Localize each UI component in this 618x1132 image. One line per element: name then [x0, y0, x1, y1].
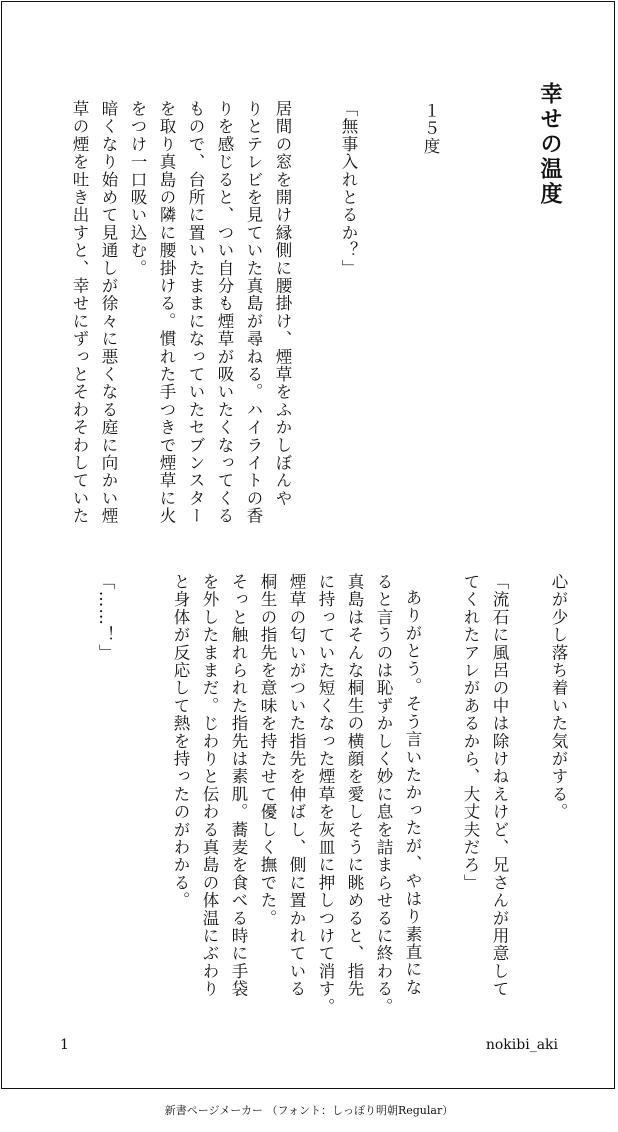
story-title: 幸せの温度 — [537, 82, 563, 207]
text-column: を取り真島の隣に腰掛ける。慣れた手つきで煙草に火 — [157, 100, 176, 525]
text-column: 「……！」 — [96, 573, 115, 662]
text-column: を外したままだ。じわりと伝わる真島の体温にぶわり — [200, 573, 219, 998]
text-column: 桐生の指先を意味を持たせて優しく撫でた。 — [258, 573, 277, 927]
text-column: ありがとう。そう言いたかったが、やはり素直にな — [403, 589, 422, 997]
author-name: nokibi_aki — [485, 1037, 558, 1053]
text-column: をつけ一口吸い込む。 — [128, 100, 147, 277]
text-column: 「流石に風呂の中は除けねえけど、兄さんが用意して — [490, 573, 509, 998]
text-column: てくれたアレがあるから、大丈夫だろ」 — [461, 573, 480, 892]
text-column: と身体が反応して熱を持ったのがわかる。 — [171, 573, 190, 910]
text-column: 居間の窓を開け縁側に腰掛け、煙草をふかしぼんや — [273, 100, 292, 508]
text-column: 心が少し落ち着いた気がする。 — [549, 573, 568, 821]
text-column: りを感じると、つい自分も煙草が吸いたくなってくる — [215, 100, 234, 525]
book-page — [1, 1, 615, 1089]
text-column: りとテレビを見ていた真島が尋ねる。ハイライトの香 — [244, 100, 263, 525]
text-column: もので、台所に置いたままになっていたセブンスター — [186, 100, 205, 525]
generator-caption: 新書ページメーカー （フォント：しっぽり明朝Regular） — [164, 1104, 454, 1117]
text-column: 煙草の匂いがついた指先を伸ばし、側に置かれている — [287, 573, 306, 998]
text-column: に持っていた短くなった煙草を灰皿に押しつけて消す。 — [316, 573, 335, 1016]
page-number: 1 — [60, 1037, 69, 1053]
chapter-heading: １５度 — [421, 102, 440, 156]
text-column: 真島はそんな桐生の横顔を愛しそうに眺めると、指先 — [345, 573, 364, 998]
text-column: 「無事入れとるか？」 — [339, 100, 358, 277]
text-column: 暗くなり始めて見通しが徐々に悪くなる庭に向かい煙 — [99, 100, 118, 525]
text-column: 草の煙を吐き出すと、幸せにずっとそわそわしていた — [70, 100, 89, 525]
text-column: そっと触れられた指先は素肌。蕎麦を食べる時に手袋 — [229, 573, 248, 998]
text-column: ると言うのは恥ずかしく妙に息を詰まらせるに終わる。 — [374, 573, 393, 1016]
